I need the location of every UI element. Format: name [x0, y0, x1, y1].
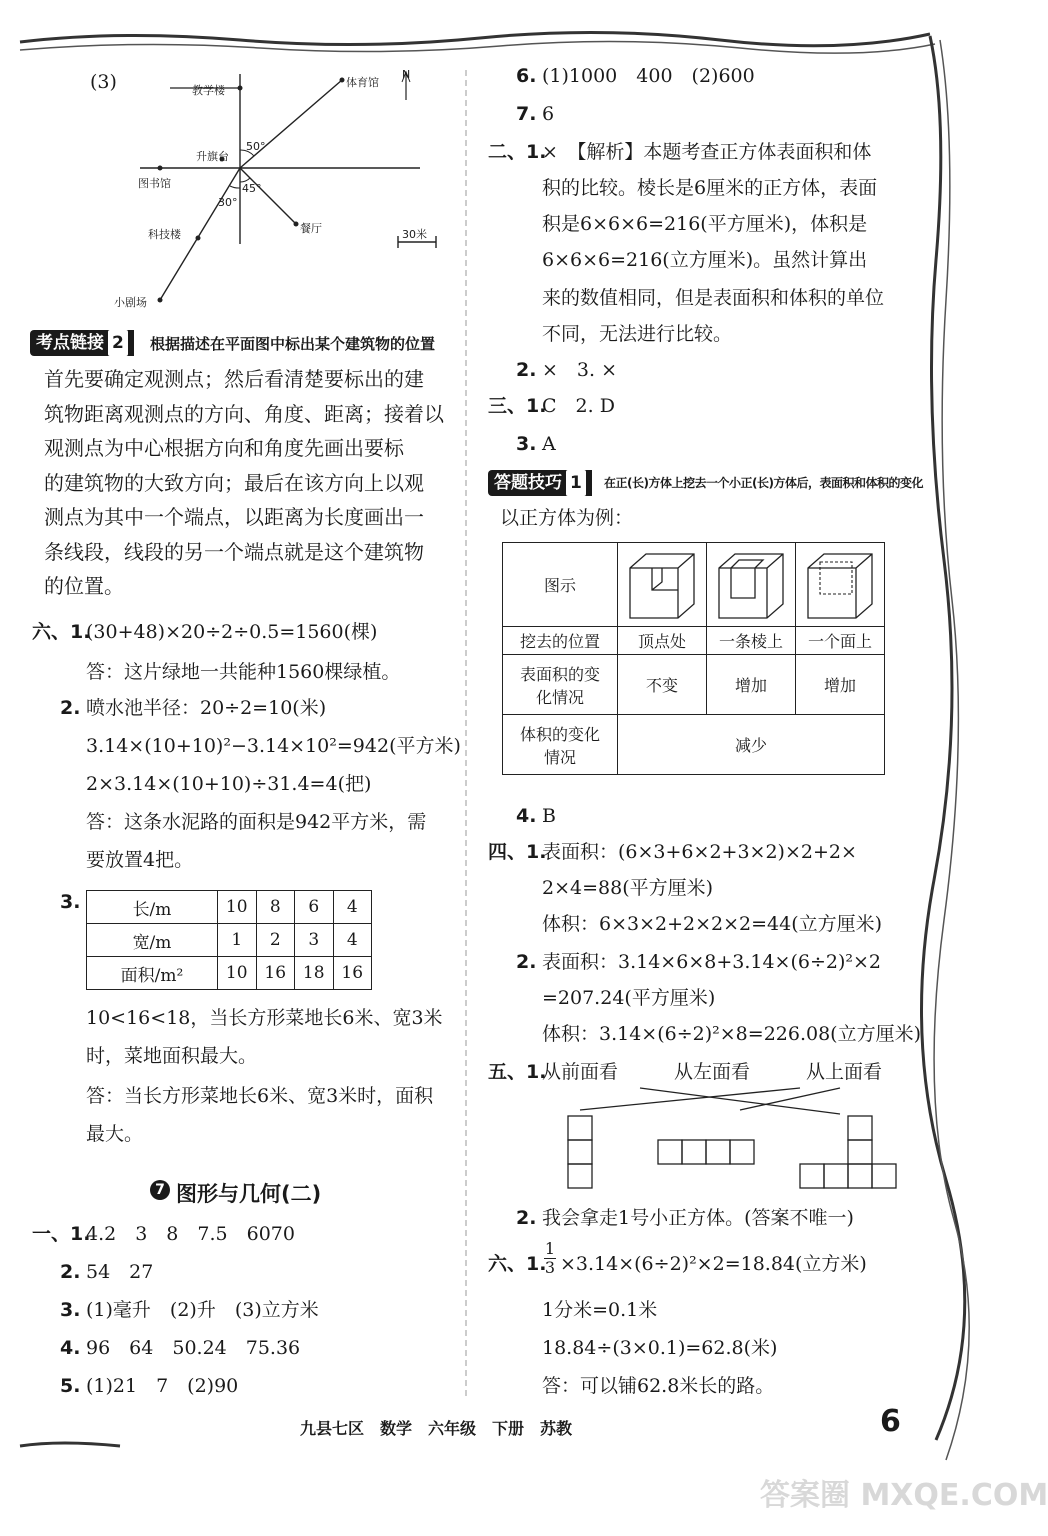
one-q4-val: 96 64 50.24 75.36: [86, 1337, 301, 1359]
r-q4-val: B: [542, 805, 556, 827]
six-q3-line2: 时，菜地面积最大。: [86, 1045, 258, 1067]
map-scale: 30米: [402, 228, 427, 241]
label-teaching: 教学楼: [192, 84, 225, 97]
fraction-numerator: 1: [544, 1239, 556, 1258]
table-cell: 16: [256, 957, 295, 990]
table-cell: 6: [295, 891, 334, 924]
four-line2: 2×4=88(平方厘米): [542, 877, 714, 899]
five-left: 从左面看: [674, 1061, 751, 1083]
kaodian-line: 测点为其中一个端点，以距离为长度画出一: [44, 505, 424, 529]
r-six-label: 六、1.: [488, 1253, 547, 1275]
four-q2-line3: 体积：3.14×(6÷2)²×8=226.08(立方厘米): [542, 1023, 921, 1045]
one-q2-val: 54 27: [86, 1261, 154, 1283]
q3-label: (3): [90, 71, 117, 93]
views-matching: [560, 1080, 920, 1196]
cube-face-cell: [796, 543, 885, 627]
table-cell: 不变: [618, 655, 707, 715]
table-cell: 10: [218, 891, 257, 924]
row-label: 情况: [543, 747, 576, 767]
cube-edge-icon: [711, 546, 791, 620]
kaodian-line: 筑物距离观测点的方向、角度、距离；接着以: [44, 401, 444, 426]
page-footer: 九县七区 数学 六年级 下册 苏教: [300, 1419, 573, 1438]
two-line4: 6×6×6=216(立方厘米)。虽然计算出: [542, 249, 868, 271]
label-canteen: 餐厅: [300, 222, 322, 235]
kaodian-line: 条线段，线段的另一个端点就是这个建筑物: [44, 539, 424, 564]
r-q4-label: 4.: [516, 805, 537, 827]
r-six-line1: ×3.14×(6÷2)²×2=18.84(立方米): [560, 1253, 867, 1275]
table-row: [87, 891, 372, 924]
six-q1-line: (30+48)×20÷2÷0.5=1560(棵): [86, 621, 378, 643]
six-q3-line1: 10<16<18，当长方形菜地长6米、宽3米: [86, 1007, 443, 1029]
two-line2: 积的比较。棱长是6厘米的正方体，表面: [542, 177, 878, 199]
four-q2-label: 2.: [516, 951, 537, 973]
row-label: 表面积的变: [519, 664, 600, 684]
two-q23-val: × 3. ×: [542, 359, 618, 381]
r-six-line3: 18.84÷(3×0.1)=62.8(米): [542, 1337, 778, 1359]
one-q1-val: 4.2 3 8 7.5 6070: [86, 1223, 295, 1245]
section-number: 7: [150, 1180, 170, 1200]
one-q5-label: 5.: [60, 1375, 81, 1397]
table-cell: 一条棱上: [707, 627, 796, 655]
table-cell: 顶点处: [618, 627, 707, 655]
kaodian-title: 根据描述在平面图中标出某个建筑物的位置: [150, 335, 436, 353]
table-cell: 10: [218, 957, 257, 990]
one-q2-label: 2.: [60, 1261, 81, 1283]
cube-vertex-icon: [622, 546, 702, 620]
one-q3-label: 3.: [60, 1299, 81, 1321]
two-line3: 积是6×6×6=216(平方厘米)，体积是: [542, 213, 868, 235]
two-line5: 来的数值相同，但是表面积和体积的单位: [542, 287, 885, 309]
cube-face-icon: [800, 546, 880, 620]
table-row: [503, 543, 885, 627]
kaodian-line: 观测点为中心根据方向和角度先画出要标: [44, 436, 404, 460]
table-cell: 减少: [618, 715, 885, 775]
label-library: 图书馆: [138, 177, 171, 190]
six-q1-label: 六、1.: [32, 621, 91, 643]
five-q2-label: 2.: [516, 1207, 537, 1229]
table-cell: 16: [333, 957, 372, 990]
label-science: 科技楼: [148, 228, 181, 241]
angle-45: 45°: [242, 182, 262, 195]
tips-table: [502, 542, 885, 775]
kaodian-badge: 考点链接 2: [30, 330, 134, 356]
cube-vertex-cell: [618, 543, 707, 627]
table-cell: 8: [256, 891, 295, 924]
six-q2-answer1: 答：这条水泥路的面积是942平方米，需: [86, 811, 427, 833]
tips-title: 在正(长)方体上挖去一个小正(长)方体后，表面积和体积的变化: [604, 476, 923, 490]
one-q5-val: (1)21 7 (2)90: [86, 1375, 239, 1397]
two-line6: 不同，无法进行比较。: [542, 323, 733, 345]
tips-badge: 答题技巧 1: [488, 470, 592, 496]
tips-intro: 以正方体为例：: [500, 507, 634, 529]
table-cell: 面积/m²: [87, 957, 218, 990]
five-top: 从上面看: [806, 1061, 883, 1083]
table-cell: 4: [333, 924, 372, 957]
six-q3-answer2: 最大。: [86, 1123, 144, 1145]
label-theater: 小剧场: [114, 296, 147, 309]
table-cell: 18: [295, 957, 334, 990]
table-row: [503, 715, 885, 775]
table-cell: [503, 715, 618, 775]
one-q1-label: 一、1.: [32, 1223, 91, 1245]
angle-50: 50°: [246, 140, 266, 153]
four-line1: 表面积：(6×3+6×2+3×2)×2+2×: [542, 841, 857, 863]
area-table: [86, 890, 372, 990]
r-six-line2: 1分米=0.1米: [542, 1299, 658, 1321]
north-label: N: [402, 68, 411, 81]
three-label: 三、1.: [488, 395, 547, 417]
table-cell: 挖去的位置: [503, 627, 618, 655]
kaodian-body: [44, 362, 464, 604]
kaodian-line: 的建筑物的大致方向；最后在该方向上以观: [44, 470, 424, 495]
row-label: 化情况: [535, 687, 584, 707]
angle-30: 30°: [218, 196, 238, 209]
table-cell: 1: [218, 924, 257, 957]
four-line3: 体积：6×3×2+2×2×2=44(立方厘米): [542, 913, 883, 935]
label-gym: 体育馆: [346, 76, 379, 89]
table-row: [503, 627, 885, 655]
table-cell: 3: [295, 924, 334, 957]
two-label: 二、1.: [488, 141, 547, 163]
two-line1: × 【解析】本题考查正方体表面积和体: [542, 141, 872, 163]
table-cell: 宽/m: [87, 924, 218, 957]
table-row: [87, 924, 372, 957]
six-q3-label: 3.: [60, 891, 81, 913]
r-six-line4: 答：可以铺62.8米长的路。: [542, 1375, 775, 1397]
four-q2-line2: =207.24(平方厘米): [542, 987, 716, 1009]
section-title: 图形与几何(二): [176, 1182, 322, 1206]
three-val: C 2. D: [542, 395, 615, 417]
table-cell: 2: [256, 924, 295, 957]
table-cell: 4: [333, 891, 372, 924]
one-q4-label: 4.: [60, 1337, 81, 1359]
r-q7-label: 7.: [516, 103, 537, 125]
five-front: 从前面看: [542, 1061, 619, 1083]
watermark: 答案圈 MXQE.COM: [760, 1478, 1048, 1513]
six-q1-answer: 答：这片绿地一共能种1560棵绿植。: [86, 661, 401, 683]
table-cell: [503, 655, 618, 715]
table-cell: 增加: [707, 655, 796, 715]
row-label: 体积的变化: [519, 724, 600, 744]
table-cell: 一个面上: [796, 627, 885, 655]
label-flag: 升旗台: [196, 150, 229, 163]
four-label: 四、1.: [488, 841, 547, 863]
cube-edge-cell: [707, 543, 796, 627]
two-q23-label: 2.: [516, 359, 537, 381]
five-label: 五、1.: [488, 1061, 547, 1083]
table-cell: 长/m: [87, 891, 218, 924]
r-q6-val: (1)1000 400 (2)600: [542, 65, 755, 87]
five-q2-val: 我会拿走1号小正方体。(答案不唯一): [542, 1207, 854, 1229]
six-q3-answer1: 答：当长方形菜地长6米、宽3米时，面积: [86, 1085, 434, 1107]
six-q2-line1: 喷水池半径：20÷2=10(米): [86, 697, 327, 719]
three-q3-label: 3.: [516, 433, 537, 455]
six-q2-answer2: 要放置4把。: [86, 849, 194, 871]
r-q7-val: 6: [542, 103, 555, 125]
page-number: 6: [880, 1404, 901, 1439]
three-q3-val: A: [542, 433, 556, 455]
table-cell: 图示: [503, 543, 618, 627]
fraction-denominator: 3: [544, 1258, 556, 1277]
four-q2-line1: 表面积：3.14×6×8+3.14×(6÷2)²×2: [542, 951, 882, 973]
table-row: [87, 957, 372, 990]
kaodian-line: 的位置。: [44, 574, 124, 598]
six-q2-line2: 3.14×(10+10)²−3.14×10²=942(平方米): [86, 735, 461, 757]
one-q3-val: (1)毫升 (2)升 (3)立方米: [86, 1299, 319, 1321]
fraction-one-third: [544, 1240, 556, 1277]
table-row: [503, 655, 885, 715]
six-q2-line3: 2×3.14×(10+10)÷31.4=4(把): [86, 773, 372, 795]
kaodian-line: 首先要确定观测点；然后看清楚要标出的建: [44, 367, 424, 391]
r-q6-label: 6.: [516, 65, 537, 87]
six-q2-label: 2.: [60, 697, 81, 719]
table-cell: 增加: [796, 655, 885, 715]
